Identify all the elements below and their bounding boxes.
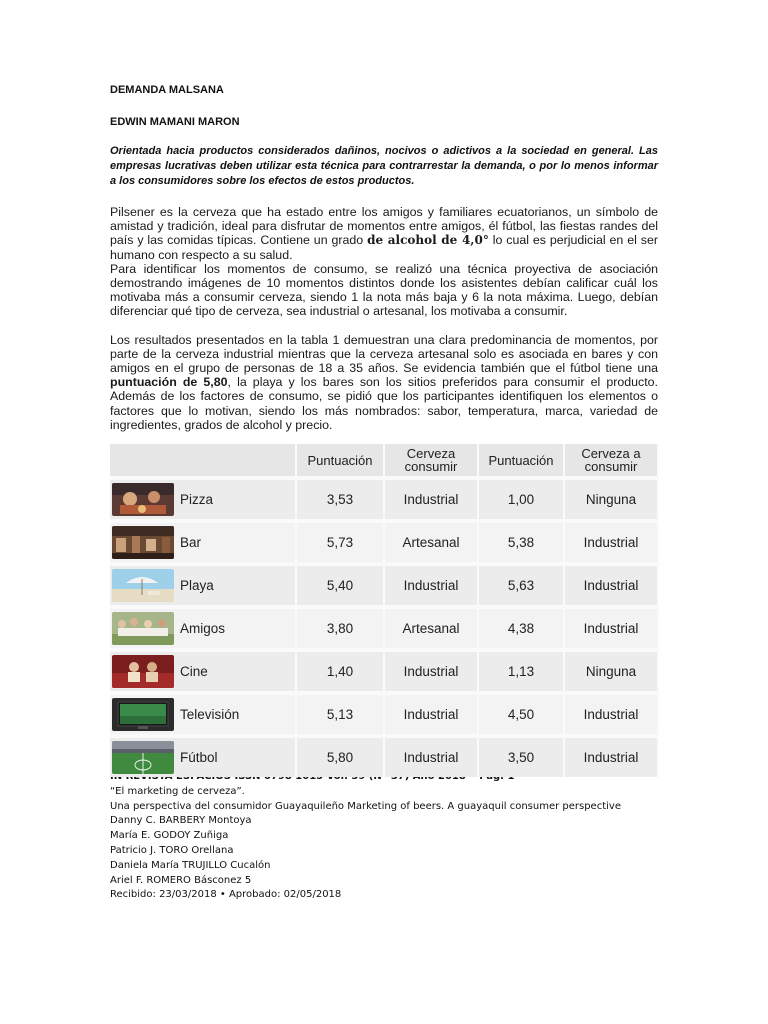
beer-2-cell: Industrial: [564, 607, 658, 650]
header-beer-2: Cerveza a consumir: [564, 444, 658, 478]
paragraph-pilsener: Pilsener es la cerveza que ha estado entre los amigos y familiares ecuatorianos, un símbolo de amistad y tradición, ideal para disfrutar de momentos entre amigos, él fútbol, las fiestas randes del país y las comidas típicas. Contiene un grado de alcohol de 4,0° lo cual es perjudicial en el ser humano con respecto a su salud.: [110, 205, 658, 262]
alcohol-grade: de alcohol de 4,0°: [367, 233, 489, 248]
reference-author: Patricio J. TORO Orellana: [110, 845, 234, 857]
table-row: [110, 607, 658, 650]
moment-cell: [110, 478, 296, 521]
table-row: [110, 693, 658, 736]
score-2-cell: 5,63: [478, 564, 564, 607]
document-page: [110, 84, 658, 903]
beach-photo: [112, 569, 174, 602]
table-row: [110, 478, 658, 521]
moment-cell: [110, 521, 296, 564]
moment-label: Amigos: [180, 621, 226, 637]
document-title: DEMANDA MALSANA: [110, 84, 224, 96]
moment-label: Playa: [180, 578, 214, 594]
score-1-cell: 1,40: [296, 650, 384, 693]
moment-cell: [110, 564, 296, 607]
header-beer-1: Cerveza consumir: [384, 444, 478, 478]
cinema-photo: [112, 655, 174, 688]
paragraph-results: Los resultados presentados en la tabla 1 demuestran una clara predominancia de momentos, por parte de la cerveza industrial mientras que la cerveza artesanal solo es asociada en bares y con amigos en el grupo de personas de 18 a 35 años. Se evidencia también que el fútbol tiene una puntuación de 5,80, la playa y los bares son los sitios preferidos para consumir el producto. Además de los factores de consumo, se pidió que los participantes identifiquen los elementos o factores que lo motivan, siendo los más nombrados: sabor, temperatura, marca, variedad de ingredientes, grados de alcohol y precio.: [110, 332, 658, 432]
paragraph-method: Para identificar los momentos de consumo, se realizó una técnica proyectiva de asociación demostrando imágenes de 10 momentos distintos donde los asistentes debían calificar cuál los motivaba más a consumir cerveza, siendo 1 la nota más baja y 6 la nota máxima. Luego, debían diferenciar qué tipo de cerveza, sea industrial o artesanal, los motivaba a consumir.: [110, 261, 658, 319]
score-1-cell: 5,73: [296, 521, 384, 564]
score-2-cell: 1,00: [478, 478, 564, 521]
moment-label: Bar: [180, 535, 202, 551]
table-row: [110, 521, 658, 564]
beer-2-cell: Industrial: [564, 564, 658, 607]
score-2-cell: 3,50: [478, 736, 564, 777]
reference-author: Daniela María TRUJILLO Cucalón: [110, 859, 271, 871]
beer-1-cell: Industrial: [384, 650, 478, 693]
moment-cell: [110, 607, 296, 650]
beer-2-cell: Ninguna: [564, 650, 658, 693]
reference-author: Danny C. BARBERY Montoya: [110, 815, 252, 827]
beer-2-cell: Industrial: [564, 693, 658, 736]
score-1-cell: 5,80: [296, 736, 384, 777]
document-author: EDWIN MAMANI MARON: [110, 116, 240, 128]
table-header-row: [110, 444, 658, 478]
abstract: Orientada hacia productos considerados dañinos, nocivos o adictivos a la sociedad en general. Las empresas lucrativas deben utilizar esta técnica para contrarrestar la demanda, o por lo menos informar a los consumidores sobre los efectos de estos productos.: [110, 145, 658, 187]
reference-subtitle: Una perspectiva del consumidor Guayaquileño Marketing of beers. A guayaquil consumer perspective: [110, 800, 621, 812]
beer-1-cell: Industrial: [384, 478, 478, 521]
reference-author: María E. GODOY Zuñiga: [110, 830, 229, 842]
moment-label: Pizza: [180, 492, 214, 508]
table-row: [110, 564, 658, 607]
pizza-photo: [112, 483, 174, 516]
reference-dates: Recibido: 23/03/2018 • Aprobado: 02/05/2018: [110, 889, 342, 901]
score-1-cell: 3,53: [296, 478, 384, 521]
reference-author: Ariel F. ROMERO Básconez 5: [110, 874, 252, 886]
score-1-cell: 5,13: [296, 693, 384, 736]
moment-label: Televisión: [180, 707, 240, 723]
beer-1-cell: Industrial: [384, 693, 478, 736]
score-2-cell: 1,13: [478, 650, 564, 693]
table-row: [110, 736, 658, 777]
beer-2-cell: Ninguna: [564, 478, 658, 521]
header-moment: [110, 444, 296, 478]
score-2-cell: 5,38: [478, 521, 564, 564]
beer-1-cell: Artesanal: [384, 521, 478, 564]
results-table-image: [110, 444, 658, 766]
reference-block: [110, 770, 658, 903]
moment-cell: [110, 693, 296, 736]
moment-label: Fútbol: [180, 750, 218, 766]
bar-photo: [112, 526, 174, 559]
beer-2-cell: Industrial: [564, 521, 658, 564]
score-2-cell: 4,38: [478, 607, 564, 650]
header-score-1: Puntuación: [296, 444, 384, 478]
beer-1-cell: Industrial: [384, 736, 478, 777]
score-1-cell: 3,80: [296, 607, 384, 650]
moment-cell: [110, 650, 296, 693]
football-photo: [112, 741, 174, 774]
moment-label: Cine: [180, 664, 208, 680]
score-2-cell: 4,50: [478, 693, 564, 736]
reference-title: “El marketing de cerveza”.: [110, 785, 245, 797]
moment-cell: [110, 736, 296, 777]
beer-2-cell: Industrial: [564, 736, 658, 777]
beer-1-cell: Industrial: [384, 564, 478, 607]
score-1-cell: 5,40: [296, 564, 384, 607]
table-row: [110, 650, 658, 693]
tv-photo: [112, 698, 174, 731]
results-table: [110, 444, 659, 777]
header-score-2: Puntuación: [478, 444, 564, 478]
football-score: puntuación de 5,80: [110, 375, 228, 390]
beer-1-cell: Artesanal: [384, 607, 478, 650]
friends-photo: [112, 612, 174, 645]
